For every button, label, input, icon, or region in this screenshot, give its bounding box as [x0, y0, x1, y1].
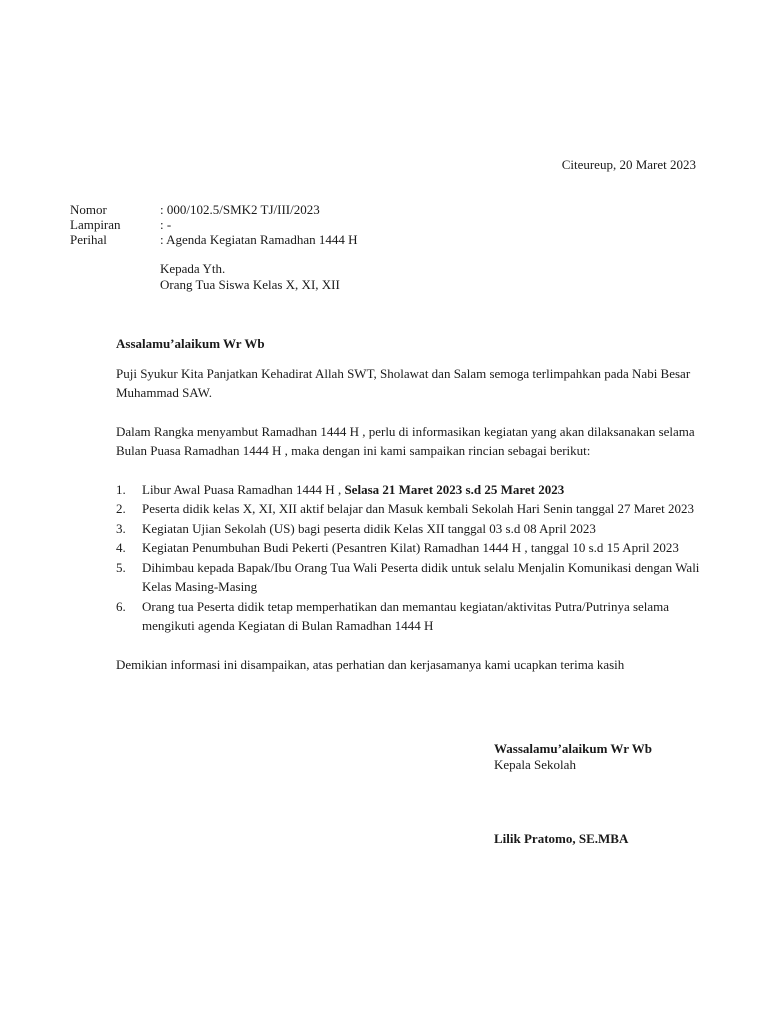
paragraph-closing: Demikian informasi ini disampaikan, atas perhatian dan kerjasamanya kami ucapkan terima kasih [116, 656, 625, 672]
list-item [116, 499, 706, 519]
recipient-line: Orang Tua Siswa Kelas X, XI, XII [160, 276, 340, 292]
list-text: Kegiatan Ujian Sekolah (US) bagi peserta didik Kelas XII tanggal 03 s.d 08 April 2023 [142, 520, 596, 536]
meta-label: Perihal [70, 232, 107, 247]
list-number: 2. [116, 501, 126, 516]
list-number: 6. [116, 598, 126, 614]
paragraph-opening: Puji Syukur Kita Panjatkan Kehadirat Allah SWT, Sholawat dan Salam semoga terlimpahkan pada Nabi Besar Muhammad SAW. [116, 365, 691, 400]
meta-row-nomor [70, 202, 357, 217]
list-number: 1. [116, 481, 126, 497]
list-text: Kegiatan Penumbuhan Budi Pekerti (Pesantren Kilat) Ramadhan 1444 H , tanggal 10 s.d 15 April 2023 [142, 540, 679, 555]
closing-salutation: Wassalamu’alaikum Wr Wb [494, 741, 652, 756]
signer-name: Lilik Pratomo, SE.MBA [494, 831, 629, 846]
meta-label: Nomor [70, 202, 107, 217]
meta-value: : - [160, 217, 172, 232]
list-item [116, 597, 706, 636]
list-text: Dihimbau kepada Bapak/Ibu Orang Tua Wali Peserta didik untuk selalu Menjalin Komunikasi dengan Wali Kelas Masing-Masing [142, 559, 700, 594]
paragraph-intro: Dalam Rangka menyambut Ramadhan 1444 H , perlu di informasikan kegiatan yang akan dilaksanakan selama Bulan Puasa Ramadhan 1444 H , maka dengan ini kami sampaikan rincian sebagai berikut: [116, 423, 695, 458]
list-text: Peserta didik kelas X, XI, XII aktif belajar dan Masuk kembali Sekolah Hari Senin tanggal 27 Maret 2023 [142, 501, 694, 516]
place-date: Citeureup, 20 Maret 2023 [561, 157, 696, 172]
list-number: 5. [116, 559, 126, 575]
list-item [116, 480, 706, 500]
list-item [116, 538, 706, 558]
signature-block [494, 741, 652, 773]
letter-body [116, 334, 706, 693]
list-number: 4. [116, 540, 126, 555]
agenda-list [116, 480, 706, 636]
meta-row-lampiran [70, 217, 357, 232]
meta-label: Lampiran [70, 217, 121, 232]
letter-meta [70, 202, 357, 247]
meta-row-perihal [70, 232, 357, 247]
list-item [116, 558, 706, 597]
signer-title: Kepala Sekolah [494, 757, 576, 772]
list-text: Orang tua Peserta didik tetap memperhatikan dan memantau kegiatan/aktivitas Putra/Putrinya selama mengikuti agenda Kegiatan di Bulan Ramadhan 1444 H [142, 598, 670, 633]
recipient [160, 261, 340, 292]
list-number: 3. [116, 520, 126, 536]
meta-value: : Agenda Kegiatan Ramadhan 1444 H [160, 232, 358, 247]
list-item [116, 519, 706, 539]
list-text [142, 480, 706, 500]
meta-value: : 000/102.5/SMK2 TJ/III/2023 [160, 202, 320, 217]
list-text-bold: Selasa 21 Maret 2023 s.d 25 Maret 2023 [344, 481, 565, 497]
recipient-line: Kepada Yth. [160, 261, 226, 276]
list-text-regular: Libur Awal Puasa Ramadhan 1444 H , [142, 481, 345, 497]
greeting: Assalamu’alaikum Wr Wb [116, 336, 265, 351]
